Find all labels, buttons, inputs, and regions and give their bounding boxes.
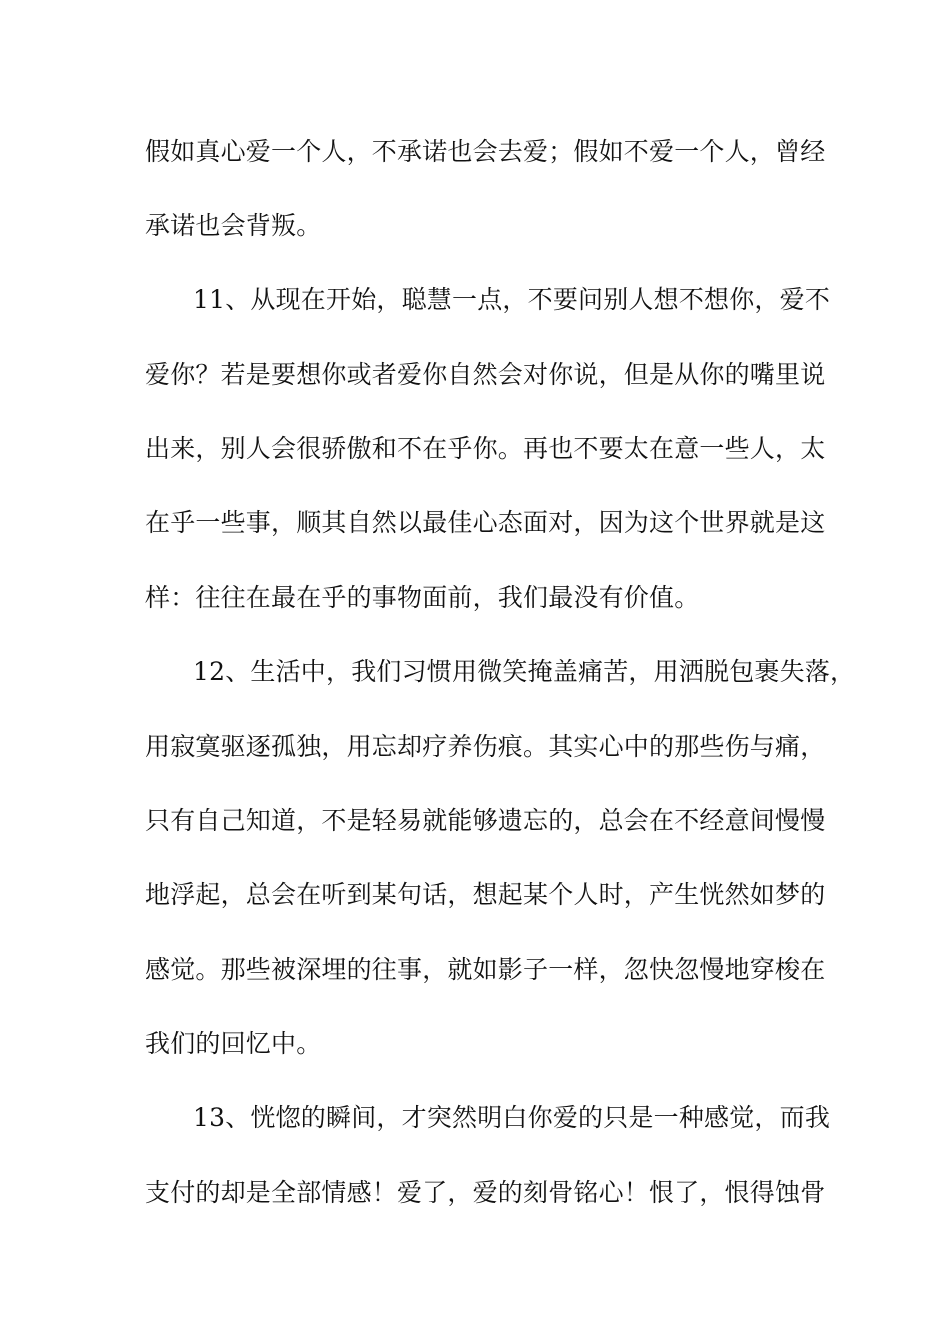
text-line: 在乎一些事，顺其自然以最佳心态面对，因为这个世界就是这: [145, 508, 826, 537]
paragraph-13-start: 13、恍惚的瞬间，才突然明白你爱的只是一种感觉，而我: [193, 1103, 831, 1132]
text-line: 地浮起，总会在听到某句话，想起某个人时，产生恍然如梦的: [145, 880, 826, 909]
paragraph-12-start: 12、生活中，我们习惯用微笑掩盖痛苦，用洒脱包裹失落，: [193, 657, 856, 686]
text-line: 承诺也会背叛。: [145, 211, 322, 240]
text-line: 我们的回忆中。: [145, 1029, 322, 1058]
text-line: 支付的却是全部情感！爱了，爱的刻骨铭心！恨了，恨得蚀骨: [145, 1178, 826, 1207]
text-line: 假如真心爱一个人，不承诺也会去爱；假如不爱一个人，曾经: [145, 137, 826, 166]
text-line: 只有自己知道，不是轻易就能够遗忘的，总会在不经意间慢慢: [145, 806, 826, 835]
paragraph-11-start: 11、从现在开始，聪慧一点，不要问别人想不想你，爱不: [193, 285, 831, 314]
text-line: 样：往往在最在乎的事物面前，我们最没有价值。: [145, 583, 700, 612]
text-line: 用寂寞驱逐孤独，用忘却疗养伤痕。其实心中的那些伤与痛，: [145, 732, 826, 761]
text-line: 感觉。那些被深埋的往事，就如影子一样，忽快忽慢地穿梭在: [145, 955, 826, 984]
text-line: 出来，别人会很骄傲和不在乎你。再也不要太在意一些人，太: [145, 434, 826, 463]
text-line: 爱你？若是要想你或者爱你自然会对你说，但是从你的嘴里说: [145, 360, 826, 389]
